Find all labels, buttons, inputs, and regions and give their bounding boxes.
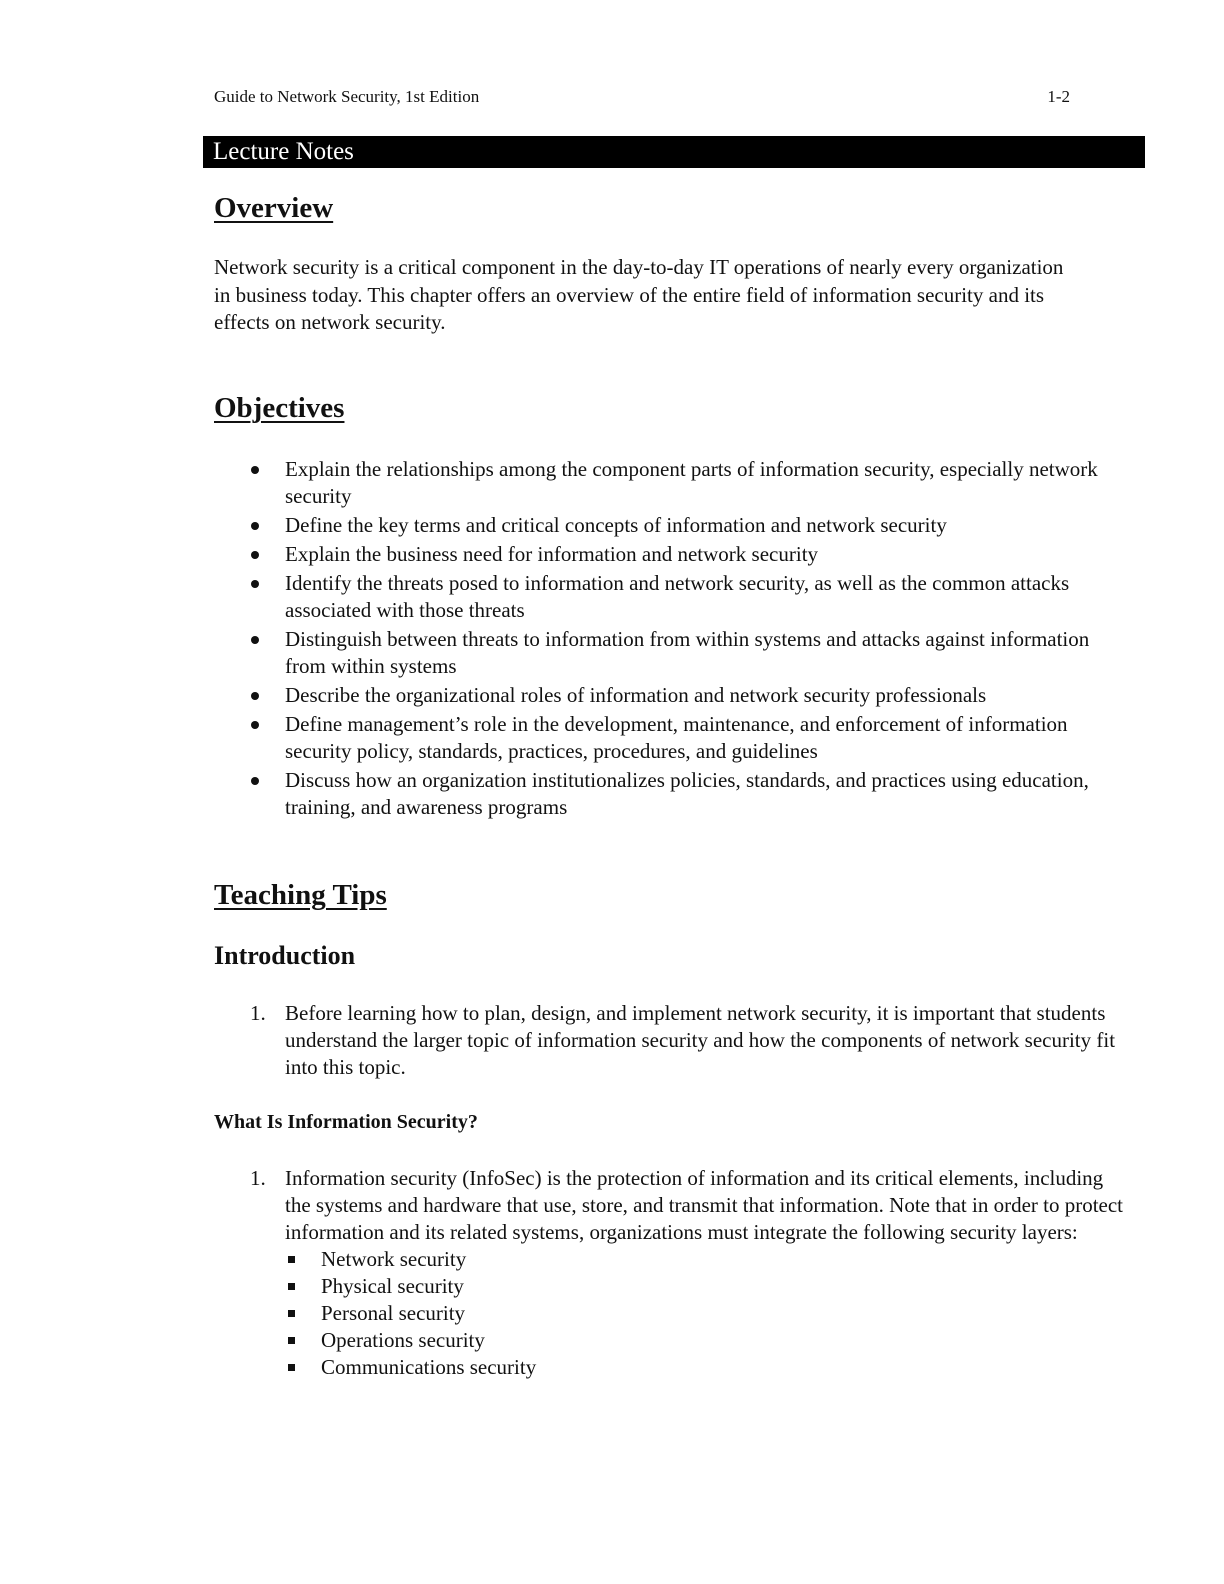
document-title: Guide to Network Security, 1st Edition xyxy=(214,87,480,106)
security-layers-list xyxy=(285,1246,1134,1381)
square-bullet-icon xyxy=(288,1337,295,1344)
objectives-list xyxy=(214,456,1134,823)
bullet-icon xyxy=(251,522,259,530)
list-item: Identify the threats posed to information and network security, as well as the common attacks associated with those threats xyxy=(214,570,1134,624)
list-item: Physical security xyxy=(285,1273,1134,1300)
square-bullet-icon xyxy=(288,1310,295,1317)
square-bullet-icon xyxy=(288,1364,295,1371)
bullet-icon xyxy=(251,721,259,729)
objectives-heading: Objectives xyxy=(214,392,345,424)
bullet-icon xyxy=(251,777,259,785)
square-bullet-icon xyxy=(288,1256,295,1263)
overview-heading: Overview xyxy=(214,192,334,224)
lecture-notes-banner: Lecture Notes xyxy=(203,136,1145,168)
list-item: Network security xyxy=(285,1246,1134,1273)
square-bullet-icon xyxy=(288,1283,295,1290)
what-is-infosec-heading: What Is Information Security? xyxy=(214,1111,478,1133)
list-item: Define management’s role in the development, maintenance, and enforcement of information security policy, standards, practices, procedures, and guidelines xyxy=(214,711,1134,765)
list-item: Define the key terms and critical concepts of information and network security xyxy=(214,512,1134,539)
list-item: 1. Information security (InfoSec) is the protection of information and its critical elements, including the systems and hardware that use, store, and transmit that information. Note that in order to protect information and its related systems, organizations must integrate the following security layers: Network security Physical security Personal security Operations security Communications security xyxy=(214,1165,1134,1381)
list-item: Describe the organizational roles of information and network security professionals xyxy=(214,682,1134,709)
list-item: Explain the relationships among the component parts of information security, especially network security xyxy=(214,456,1134,510)
teaching-tips-heading: Teaching Tips xyxy=(214,879,387,911)
bullet-icon xyxy=(251,692,259,700)
list-item: 1. Before learning how to plan, design, and implement network security, it is important that students understand the larger topic of information security and how the components of network security fit into this topic. xyxy=(250,1001,1116,1079)
bullet-icon xyxy=(251,466,259,474)
infosec-list xyxy=(214,1165,1134,1383)
list-item: Explain the business need for information and network security xyxy=(214,541,1134,568)
bullet-icon xyxy=(251,580,259,588)
list-item: Personal security xyxy=(285,1300,1134,1327)
bullet-icon xyxy=(251,636,259,644)
page-number: 1-2 xyxy=(1047,87,1070,106)
list-item: Communications security xyxy=(285,1354,1134,1381)
list-item: Operations security xyxy=(285,1327,1134,1354)
introduction-heading: Introduction xyxy=(214,941,356,970)
list-item: Discuss how an organization institutionalizes policies, standards, and practices using education, training, and awareness programs xyxy=(214,767,1134,821)
list-item: Distinguish between threats to information from within systems and attacks against information from within systems xyxy=(214,626,1134,680)
introduction-list xyxy=(214,1000,1134,1083)
overview-paragraph: Network security is a critical component in the day-to-day IT operations of nearly every organization in business today. This chapter offers an overview of the entire field of information security and its effects on network security. xyxy=(214,255,1064,334)
page-header xyxy=(214,86,1070,108)
bullet-icon xyxy=(251,551,259,559)
